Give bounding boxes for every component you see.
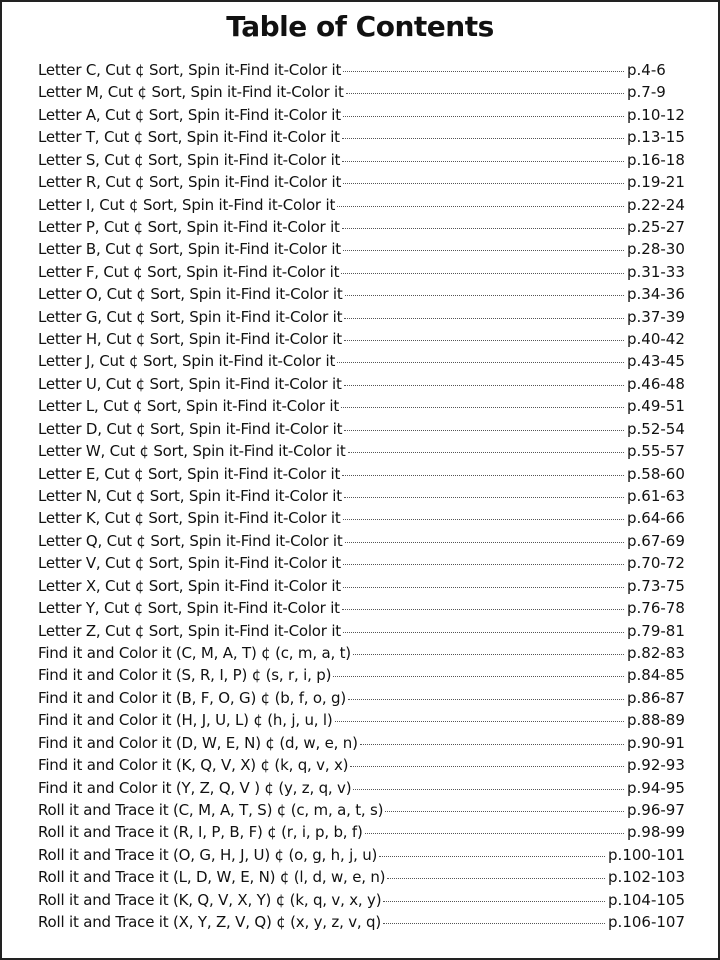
toc-entry-label: Letter T, Cut ¢ Sort, Spin it-Find it-Color it (38, 128, 340, 147)
toc-entry (38, 59, 685, 81)
toc-entry (38, 104, 685, 126)
toc-entry-label: Letter C, Cut ¢ Sort, Spin it-Find it-Color it (38, 61, 342, 79)
toc-entry-label: Letter Z, Cut ¢ Sort, Spin it-Find it-Color it (38, 621, 341, 640)
toc-entry-pages: p.102-103 (608, 868, 685, 887)
dot-leader (379, 856, 605, 857)
dot-leader (353, 654, 624, 655)
dot-leader (343, 564, 624, 565)
toc-entry (38, 664, 685, 686)
toc-entry-pages: p.40-42 (627, 330, 685, 349)
toc-entry (38, 777, 685, 799)
toc-entry-pages: p.94-95 (627, 778, 685, 797)
toc-entry-label: Find it and Color it (K, Q, V, X) ¢ (k, q, v, x) (38, 756, 349, 775)
toc-entry-pages: p.52-54 (627, 419, 685, 438)
toc-entry (38, 530, 685, 552)
toc-entry-label: Letter Q, Cut ¢ Sort, Spin it-Find it-Color it (38, 531, 343, 550)
toc-entry-pages: p.61-63 (627, 487, 685, 506)
toc-entry-label: Letter F, Cut ¢ Sort, Spin it-Find it-Color it (38, 262, 340, 281)
dot-leader (341, 407, 624, 408)
toc-entry-pages: p.37-39 (627, 307, 685, 326)
toc-entry (38, 911, 685, 933)
toc-entry-label: Letter D, Cut ¢ Sort, Spin it-Find it-Color it (38, 419, 343, 438)
dot-leader (343, 250, 624, 251)
toc-entry-label: Roll it and Trace it (K, Q, V, X, Y) ¢ (k, q, v, x, y) (38, 890, 382, 909)
toc-entry (38, 171, 685, 193)
toc-entry (38, 350, 685, 372)
toc-entry-label: Letter B, Cut ¢ Sort, Spin it-Find it-Color it (38, 240, 341, 259)
toc-entry-pages: p.55-57 (627, 442, 685, 461)
dot-leader (348, 699, 624, 700)
toc-entry-label: Roll it and Trace it (X, Y, Z, V, Q) ¢ (x, y, z, v, q) (38, 913, 381, 932)
toc-entry-label: Letter N, Cut ¢ Sort, Spin it-Find it-Color it (38, 487, 342, 506)
dot-leader (345, 295, 624, 296)
toc-entry-pages: p.28-30 (627, 240, 685, 259)
toc-entry (38, 889, 685, 911)
dot-leader (344, 497, 624, 498)
toc-entry-pages: p.7-9 (627, 83, 666, 102)
toc-entry (38, 306, 685, 328)
toc-entry-label: Letter V, Cut ¢ Sort, Spin it-Find it-Color it (38, 554, 341, 573)
toc-entry (38, 642, 685, 664)
toc-entry-pages: p.19-21 (627, 173, 685, 192)
dot-leader (342, 609, 624, 610)
dot-leader (385, 811, 624, 812)
toc-entry-pages: p.82-83 (627, 643, 685, 662)
toc-entry-pages: p.79-81 (627, 621, 685, 640)
toc-entry-label: Roll it and Trace it (R, I, P, B, F) ¢ (r, i, p, b, f) (38, 823, 363, 842)
toc-entry-label: Letter Y, Cut ¢ Sort, Spin it-Find it-Color it (38, 599, 340, 618)
dot-leader (387, 878, 605, 879)
toc-entry-pages: p.90-91 (627, 733, 685, 752)
toc-entry-label: Letter M, Cut ¢ Sort, Spin it-Find it-Color it (38, 83, 344, 102)
toc-entry (38, 440, 685, 462)
toc-entry (38, 597, 685, 619)
dot-leader (341, 273, 624, 274)
toc-entry-label: Letter R, Cut ¢ Sort, Spin it-Find it-Color it (38, 173, 342, 192)
page-title: Table of Contents (226, 10, 494, 43)
toc-entry-pages: p.43-45 (627, 352, 685, 371)
toc-entry-label: Find it and Color it (D, W, E, N) ¢ (d, w, e, n) (38, 733, 358, 752)
toc-entry-pages: p.46-48 (627, 374, 685, 393)
toc-entry-label: Letter K, Cut ¢ Sort, Spin it-Find it-Color it (38, 509, 341, 528)
toc-entry-label: Roll it and Trace it (L, D, W, E, N) ¢ (l, d, w, e, n) (38, 868, 386, 887)
toc-entry-label: Roll it and Trace it (O, G, H, J, U) ¢ (o, g, h, j, u) (38, 845, 378, 864)
toc-entry-pages: p.106-107 (608, 913, 685, 932)
toc-entry (38, 463, 685, 485)
dot-leader (337, 362, 624, 363)
toc-entry-label: Roll it and Trace it (C, M, A, T, S) ¢ (c, m, a, t, s) (38, 800, 384, 819)
toc-entry-label: Letter I, Cut ¢ Sort, Spin it-Find it-Color it (38, 195, 336, 214)
toc-entry-label: Letter H, Cut ¢ Sort, Spin it-Find it-Color it (38, 330, 342, 349)
dot-leader (343, 183, 624, 184)
toc-entry (38, 732, 685, 754)
toc-entry (38, 485, 685, 507)
dot-leader (350, 766, 624, 767)
toc-entry-pages: p.22-24 (627, 195, 685, 214)
toc-entry-pages: p.96-97 (627, 800, 685, 819)
toc-entry-pages: p.88-89 (627, 711, 685, 730)
toc-entry-label: Letter P, Cut ¢ Sort, Spin it-Find it-Color it (38, 217, 340, 236)
toc-entry-pages: p.92-93 (627, 756, 685, 775)
toc-entry-pages: p.73-75 (627, 576, 685, 595)
toc-entry (38, 418, 685, 440)
toc-entry-pages: p.25-27 (627, 217, 685, 236)
toc-entry (38, 575, 685, 597)
toc-entry-label: Letter O, Cut ¢ Sort, Spin it-Find it-Color it (38, 285, 343, 304)
dot-leader (342, 475, 624, 476)
toc-entry (38, 552, 685, 574)
toc-entry (38, 216, 685, 238)
toc-entry (38, 620, 685, 642)
dot-leader (344, 340, 624, 341)
toc-entry-label: Letter X, Cut ¢ Sort, Spin it-Find it-Color it (38, 576, 341, 595)
toc-entry (38, 395, 685, 417)
dot-leader (333, 676, 624, 677)
toc-entry-pages: p.67-69 (627, 531, 685, 550)
dot-leader (343, 632, 624, 633)
toc-entry (38, 709, 685, 731)
dot-leader (345, 542, 624, 543)
toc-entry (38, 194, 685, 216)
toc-entry-label: Find it and Color it (S, R, I, P) ¢ (s, r, i, p) (38, 666, 332, 685)
toc-entry-label: Find it and Color it (Y, Z, Q, V ) ¢ (y, z, q, v) (38, 778, 352, 797)
dot-leader (342, 161, 624, 162)
dot-leader (346, 93, 624, 94)
toc-entry-pages: p.100-101 (608, 845, 685, 864)
toc-entry-label: Find it and Color it (B, F, O, G) ¢ (b, f, o, g) (38, 688, 347, 707)
toc-entry (38, 149, 685, 171)
dot-leader (342, 138, 624, 139)
toc-entry (38, 328, 685, 350)
toc-entry-pages: p.98-99 (627, 823, 685, 842)
dot-leader (343, 71, 624, 72)
toc-entry-pages: p.70-72 (627, 554, 685, 573)
dot-leader (348, 452, 624, 453)
toc-entry (38, 799, 685, 821)
toc-entry-pages: p.31-33 (627, 262, 685, 281)
toc-entry (38, 507, 685, 529)
toc-entry (38, 754, 685, 776)
dot-leader (337, 206, 624, 207)
toc-entry-label: Letter W, Cut ¢ Sort, Spin it-Find it-Color it (38, 442, 346, 461)
toc-entry-pages: p.34-36 (627, 285, 685, 304)
toc-entry-label: Letter A, Cut ¢ Sort, Spin it-Find it-Color it (38, 105, 341, 124)
toc-entry-pages: p.86-87 (627, 688, 685, 707)
toc-entry (38, 866, 685, 888)
toc-entry-label: Letter U, Cut ¢ Sort, Spin it-Find it-Color it (38, 374, 342, 393)
toc-entry-label: Letter J, Cut ¢ Sort, Spin it-Find it-Color it (38, 352, 336, 371)
toc-entry-label: Find it and Color it (H, J, U, L) ¢ (h, j, u, l) (38, 711, 333, 730)
toc-entry-pages: p.84-85 (627, 666, 685, 685)
toc-entry (38, 687, 685, 709)
dot-leader (353, 789, 624, 790)
toc-entry (38, 821, 685, 843)
toc-entry-label: Letter L, Cut ¢ Sort, Spin it-Find it-Color it (38, 397, 340, 416)
toc-entry-pages: p.49-51 (627, 397, 685, 416)
toc-entry (38, 238, 685, 260)
dot-leader (335, 721, 624, 722)
dot-leader (344, 318, 624, 319)
toc-entry-label: Find it and Color it (C, M, A, T) ¢ (c, m, a, t) (38, 643, 351, 662)
toc-entry-label: Letter G, Cut ¢ Sort, Spin it-Find it-Color it (38, 307, 343, 326)
toc-entry (38, 81, 685, 103)
dot-leader (344, 385, 624, 386)
toc-entry (38, 373, 685, 395)
toc-entry (38, 283, 685, 305)
toc-entry-pages: p.4-6 (627, 61, 666, 79)
toc-entry (38, 126, 685, 148)
toc-entry-pages: p.13-15 (627, 128, 685, 147)
toc-entry (38, 261, 685, 283)
dot-leader (360, 744, 624, 745)
toc-entry-label: Letter S, Cut ¢ Sort, Spin it-Find it-Color it (38, 150, 341, 169)
toc-entry-pages: p.76-78 (627, 599, 685, 618)
dot-leader (343, 519, 624, 520)
toc-list (38, 59, 685, 933)
toc-entry-label: Letter E, Cut ¢ Sort, Spin it-Find it-Color it (38, 464, 341, 483)
dot-leader (343, 116, 624, 117)
dot-leader (344, 430, 624, 431)
dot-leader (342, 228, 624, 229)
toc-entry-pages: p.58-60 (627, 464, 685, 483)
dot-leader (383, 901, 605, 902)
dot-leader (365, 833, 624, 834)
toc-entry-pages: p.104-105 (608, 890, 685, 909)
dot-leader (383, 923, 605, 924)
toc-entry-pages: p.16-18 (627, 150, 685, 169)
toc-entry-pages: p.64-66 (627, 509, 685, 528)
toc-entry-pages: p.10-12 (627, 105, 685, 124)
toc-entry (38, 844, 685, 866)
dot-leader (343, 587, 624, 588)
